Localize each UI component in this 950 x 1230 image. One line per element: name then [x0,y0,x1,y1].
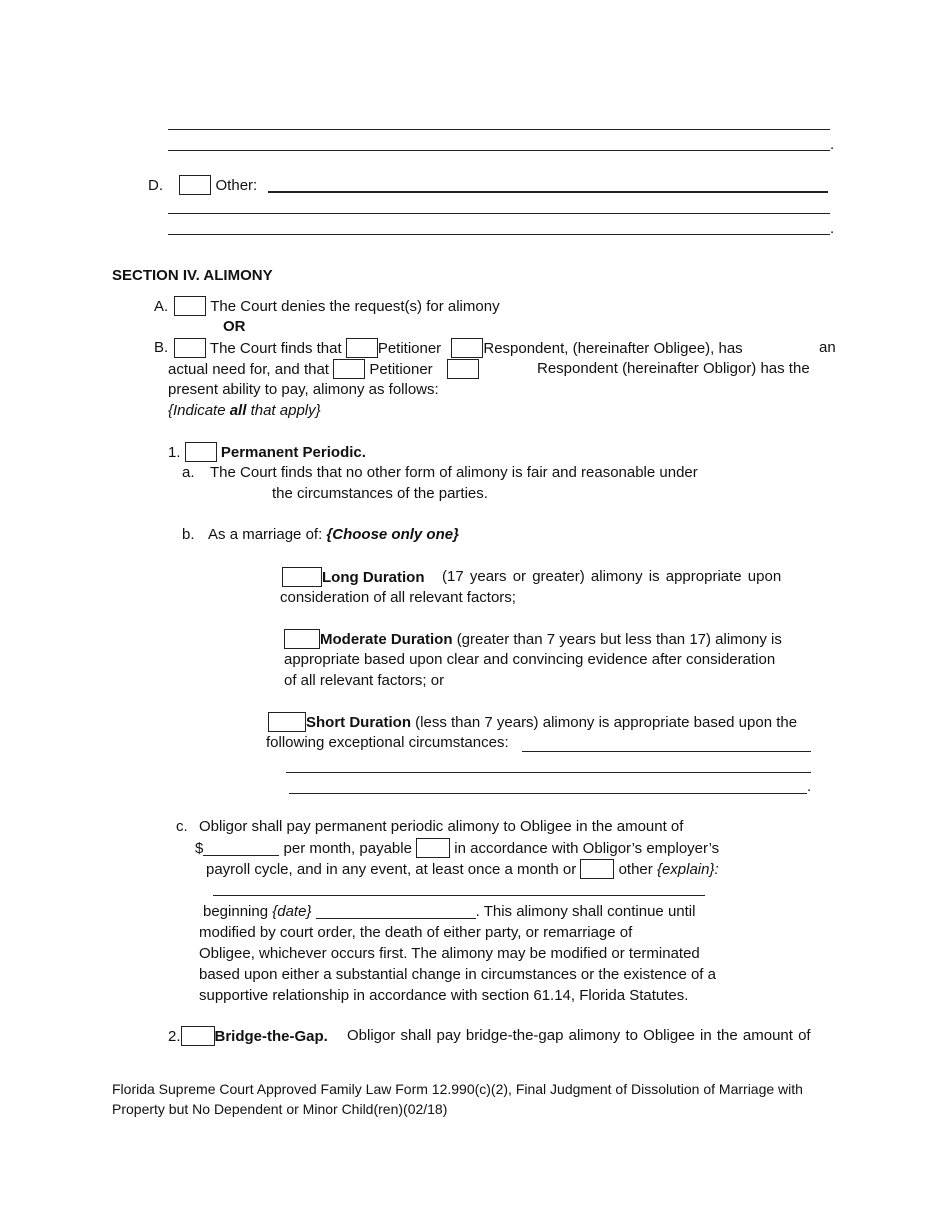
petitioner-label: Petitioner [377,340,442,357]
item1c-line4 [203,902,695,922]
period: . [830,136,835,153]
circumstances-line[interactable] [522,751,811,752]
short-duration-checkbox[interactable] [268,712,306,732]
employer-payroll-checkbox[interactable] [416,838,450,858]
bridge-the-gap-checkbox[interactable] [181,1026,215,1046]
respondent-obligor-label: Respondent (hereinafter Obligor) has the [537,360,810,377]
short-text: (less than 7 years) alimony is appropriate based upon the [415,714,798,731]
circumstances-line[interactable] [289,793,807,794]
respondent-obligor-checkbox[interactable] [447,359,479,379]
item1c-line2 [195,838,719,859]
other-text: other [618,861,653,878]
section-heading: SECTION IV. ALIMONY [112,267,273,284]
petitioner-obligee-checkbox[interactable] [346,338,378,358]
item1c-letter: c. [176,818,188,835]
an-text: an [819,339,836,356]
indicate-all: all [229,402,247,419]
d-letter: D. [148,177,163,194]
b-text1: The Court finds that [209,340,342,357]
other-line[interactable] [268,191,828,193]
item1a-letter: a. [182,464,195,481]
item1b-text: As a marriage of: [208,526,323,543]
continue-text: . This alimony shall continue until [475,903,696,920]
explain-note: {explain}: [656,861,719,878]
other-label: Other: [215,177,258,194]
item1c-line1: Obligor shall pay permanent periodic alimony to Obligee in the amount of [199,818,684,835]
indicate-post: that apply} [246,402,321,419]
footer-line1: Florida Supreme Court Approved Family Law Form 12.990(c)(2), Final Judgment of Dissolution of Marriage with [112,1081,803,1097]
item2-text: Obligor shall pay bridge-the-gap alimony to Obligee in the amount of [347,1027,811,1044]
find-alimony-checkbox[interactable] [174,338,206,358]
other-schedule-checkbox[interactable] [580,859,614,879]
blank-line[interactable] [168,150,830,151]
mod-text: (greater than 7 years but less than 17) alimony is [456,631,782,648]
item1c-line7: based upon either a substantial change in circumstances or the existence of a [199,966,716,983]
moderate-duration-checkbox[interactable] [284,629,320,649]
blank-line[interactable] [168,234,830,235]
item1c-line3 [206,859,719,880]
a-text: The Court denies the request(s) for alimony [210,298,500,315]
payroll-text: payroll cycle, and in any event, at least once a month or [206,861,577,878]
accordance-text: in accordance with Obligor’s employer’s [454,840,720,857]
item1-num: 1. [168,444,181,461]
mod-line3: of all relevant factors; or [284,672,445,689]
deny-alimony-checkbox[interactable] [174,296,206,316]
short-title: Short Duration [306,714,411,731]
explain-line[interactable] [213,895,705,896]
mod-line2: appropriate based upon clear and convincing evidence after consideration [284,651,776,668]
a-letter: A. [154,298,169,315]
mod-title: Moderate Duration [320,631,453,648]
begin-date-field[interactable] [316,904,476,919]
moderate-duration-line1 [284,629,782,650]
amount-field[interactable] [203,841,279,856]
footer-line2: Property but No Dependent or Minor Child(ren)(02/18) [112,1101,448,1117]
respondent-obligee-checkbox[interactable] [451,338,483,358]
item1b-letter: b. [182,526,195,543]
b-letter: B. [154,339,169,356]
item2-title: Bridge-the-Gap. [214,1028,328,1045]
beginning-text: beginning [203,903,269,920]
item1c-line6: Obligee, whichever occurs first. The alimony may be modified or terminated [199,945,700,962]
b-text2: actual need for, and that [168,361,329,378]
blank-line[interactable] [168,213,830,214]
petitioner-obligor-checkbox[interactable] [333,359,365,379]
petitioner-label: Petitioner [369,361,433,378]
or-label: OR [223,318,246,335]
option-b-line2 [168,359,479,380]
item1c-line8: supportive relationship in accordance with section 61.14, Florida Statutes. [199,987,689,1004]
choose-note: {Choose only one} [326,526,459,543]
permanent-periodic-checkbox[interactable] [185,442,217,462]
per-month: per month, payable [283,840,412,857]
respondent-obligee-label: Respondent, (hereinafter Obligee), has [483,340,743,357]
short-duration-line1 [268,712,797,733]
long-title: Long Duration [322,569,425,586]
item2-line [168,1026,328,1047]
circumstances-line[interactable] [286,772,811,773]
item2-num: 2. [168,1028,181,1045]
short-line2: following exceptional circumstances: [266,734,509,751]
period: . [830,220,835,237]
option-b-line1 [174,338,743,359]
item1a-line1: The Court finds that no other form of alimony is fair and reasonable under [210,464,698,481]
date-note: {date} [272,903,312,920]
long-duration-checkbox[interactable] [282,567,322,587]
period: . [807,778,812,795]
item1a-line2: the circumstances of the parties. [272,485,488,502]
long-line2: consideration of all relevant factors; [280,589,516,606]
dollar-sign: $ [195,840,204,857]
blank-line[interactable] [168,129,830,130]
section-d [148,175,257,196]
other-checkbox[interactable] [179,175,211,195]
long-text: (17 years or greater) alimony is appropriate upon [442,568,782,585]
item1-title: Permanent Periodic. [220,444,366,461]
item1b [182,525,459,545]
indicate-pre: {Indicate [168,402,230,419]
option-a [154,296,500,317]
b-text3: present ability to pay, alimony as follows: [168,381,439,398]
indicate-note [168,401,321,421]
item1c-line5: modified by court order, the death of either party, or remarriage of [199,924,633,941]
item1-heading [168,442,366,463]
